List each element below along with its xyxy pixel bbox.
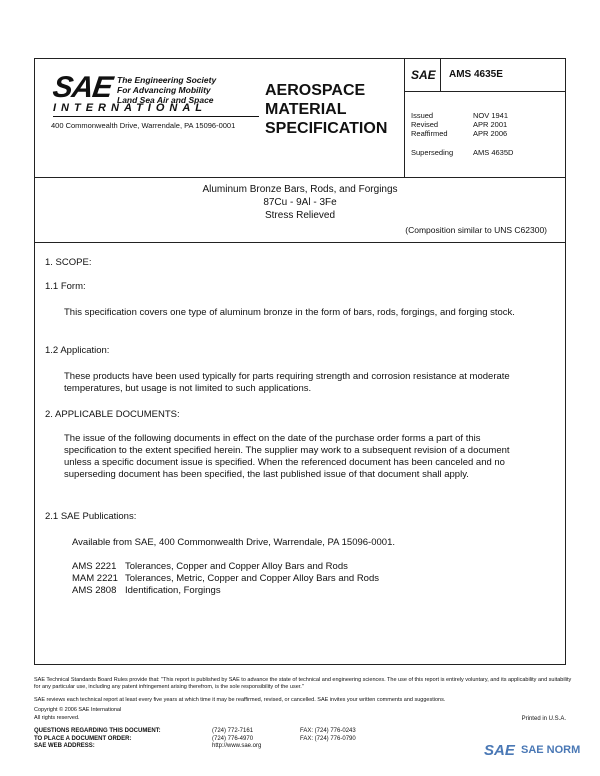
sae-address: 400 Commonwealth Drive, Warrendale, PA 15096-0001 [51, 121, 236, 130]
tagline-3: Land Sea Air and Space [117, 95, 214, 105]
section-2-heading: 2. APPLICABLE DOCUMENTS: [45, 409, 180, 420]
divider [35, 242, 565, 243]
list-item: AMS 2221 Tolerances, Copper and Copper Alloy Bars and Rods [72, 561, 348, 572]
section-1-1-text: This specification covers one type of aluminum bronze in the form of bars, rods, forgings, and forging stock. [64, 307, 515, 318]
contact-row: QUESTIONS REGARDING THIS DOCUMENT: (724) 772-7161 FAX: (724) 776-0243 [34, 728, 356, 734]
doc-type-title: AEROSPACE MATERIAL SPECIFICATION [265, 82, 388, 137]
watermark-text: SAE NORM [521, 744, 581, 756]
section-1-heading: 1. SCOPE: [45, 257, 92, 268]
superseding-value: AMS 4635D [473, 148, 514, 157]
section-1-1-heading: 1.1 Form: [45, 281, 86, 292]
document-frame [34, 58, 566, 665]
section-1-2-heading: 1.2 Application: [45, 345, 110, 356]
disclaimer-1: SAE Technical Standards Board Rules provide that: "This report is published by SAE to advance the state of technical and engineering sciences. The use of this report is entirely voluntary, and its applicability and suitability for any particular use, including any patent infringement arising therefrom, is the sole responsibility of the user." [34, 677, 572, 690]
divider [404, 59, 405, 177]
copyright: Copyright © 2006 SAE International [34, 707, 122, 713]
ams-number: AMS 4635E [449, 69, 503, 80]
list-item: MAM 2221 Tolerances, Metric, Copper and Copper Alloy Bars and Rods [72, 573, 379, 584]
printed-note: Printed in U.S.A. [521, 716, 566, 722]
tagline-1: The Engineering Society [117, 75, 217, 85]
superseding-label: Superseding [411, 148, 454, 157]
section-2-1-text: Available from SAE, 400 Commonwealth Drive, Warrendale, PA 15096-0001. [72, 537, 395, 548]
disclaimer-2: SAE reviews each technical report at least every five years at which time it may be reaffirmed, revised, or cancelled. SAE invites your written comments and suggestions. [34, 697, 446, 703]
watermark-logo: SAE [484, 742, 515, 759]
contact-row: TO PLACE A DOCUMENT ORDER: (724) 776-4970 FAX: (724) 776-0790 [34, 735, 356, 742]
section-1-2-text: These products have been used typically for parts requiring strength and corrosion resistance at moderate temperatures, but usage is not limited to such applications. [64, 371, 510, 394]
header [35, 59, 565, 178]
sae-small-logo: SAE [411, 68, 436, 82]
divider [440, 59, 441, 91]
divider [405, 91, 565, 92]
contact-row: SAE WEB ADDRESS: http://www.sae.org [34, 743, 356, 751]
composition-note: (Composition similar to UNS C62300) [405, 225, 547, 235]
section-2-text: The issue of the following documents in effect on the date of the purchase order forms a part of this specification to the extent specified herein. The supplier may work to a subsequent revision of a document unless a specific document issue is specified. When the referenced document has been canceled and no superseding document has been specified, the last published issue of that document shall apply. [64, 433, 510, 480]
web-link[interactable]: http://www.sae.org [212, 743, 262, 749]
section-2-1-heading: 2.1 SAE Publications: [45, 511, 137, 522]
reference-list [72, 561, 379, 597]
sae-logo: SAE [50, 71, 115, 104]
list-item: AMS 2808 Identification, Forgings [72, 585, 221, 596]
date-labels: Issued Revised Reaffirmed [411, 111, 448, 138]
date-values: NOV 1941 APR 2001 APR 2006 [473, 111, 509, 138]
tagline-2: For Advancing Mobility [117, 85, 211, 95]
divider [53, 116, 259, 117]
rights: All rights reserved. [34, 715, 80, 721]
contact-table [34, 728, 356, 751]
document-subject: Aluminum Bronze Bars, Rods, and Forgings 87Cu - 9Al - 3Fe Stress Relieved [202, 184, 398, 221]
international-label: INTERNATIONAL [53, 102, 208, 114]
